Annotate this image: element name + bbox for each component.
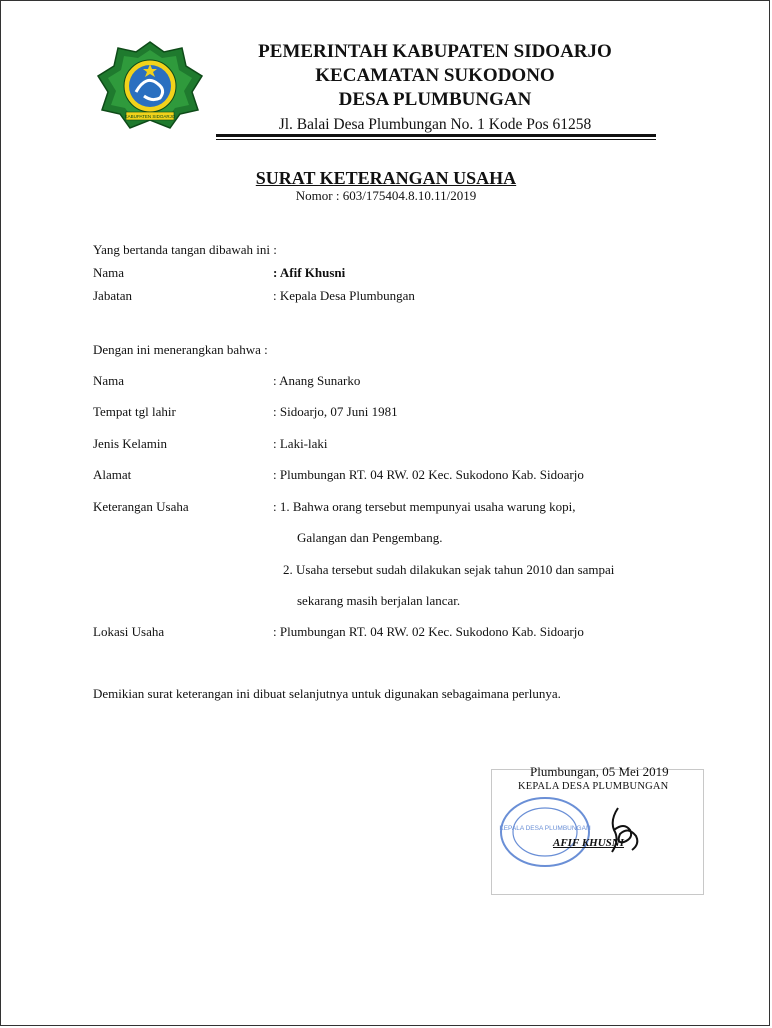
business-location-label: Lokasi Usaha — [93, 624, 165, 639]
business-location-value: : Plumbungan RT. 04 RW. 02 Kec. Sukodono Kab. Sidoarjo — [273, 624, 584, 639]
signatory-intro: Yang bertanda tangan dibawah ini : — [93, 242, 277, 257]
logo-text: KABUPATEN SIDOARJO — [124, 114, 176, 119]
header-village: DESA PLUMBUNGAN — [338, 89, 532, 110]
signature-place-date: Plumbungan, 05 Mei 2019 — [530, 764, 669, 779]
signature-title: KEPALA DESA PLUMBUNGAN — [518, 781, 669, 792]
handwritten-signature-icon — [590, 800, 650, 860]
letterhead-rule-thick — [216, 134, 656, 137]
document-title: SURAT KETERANGAN USAHA — [255, 168, 517, 188]
business-info-line2: Galangan dan Pengembang. — [297, 530, 443, 545]
signatory-name-label: Nama — [93, 265, 125, 280]
business-info-line4: sekarang masih berjalan lancar. — [297, 593, 461, 608]
subject-name-label: Nama — [93, 373, 125, 388]
header-district: KECAMATAN SUKODONO — [315, 65, 555, 86]
subject-gender-value: : Laki-laki — [273, 436, 328, 451]
signatory-position-label: Jabatan — [93, 288, 132, 303]
official-stamp-icon — [497, 792, 597, 872]
subject-name-value: : Anang Sunarko — [273, 373, 361, 388]
subject-birth-label: Tempat tgl lahir — [93, 404, 176, 419]
signatory-position-value: : Kepala Desa Plumbungan — [273, 288, 415, 303]
regency-logo-icon — [96, 40, 204, 130]
closing-statement: Demikian surat keterangan ini dibuat selanjutnya untuk digunakan sebagaimana perlunya. — [93, 686, 561, 701]
subject-address-label: Alamat — [93, 467, 132, 482]
header-government: PEMERINTAH KABUPATEN SIDOARJO — [258, 41, 612, 62]
header-address: Jl. Balai Desa Plumbungan No. 1 Kode Pos 61258 — [278, 116, 592, 133]
subject-address-value: : Plumbungan RT. 04 RW. 02 Kec. Sukodono Kab. Sidoarjo — [273, 467, 584, 482]
subject-intro: Dengan ini menerangkan bahwa : — [93, 342, 268, 357]
subject-birth-value: : Sidoarjo, 07 Juni 1981 — [273, 404, 398, 419]
letterhead-rule-thin — [216, 139, 656, 140]
business-info-label: Keterangan Usaha — [93, 499, 189, 514]
signatory-name-value: : Afif Khusni — [273, 265, 346, 280]
business-info-line1: : 1. Bahwa orang tersebut mempunyai usaha warung kopi, — [273, 499, 576, 514]
subject-gender-label: Jenis Kelamin — [93, 436, 168, 451]
letterhead — [210, 40, 660, 136]
document-number: Nomor : 603/175404.8.10.11/2019 — [295, 188, 477, 203]
signature-name: AFIF KHUSNI — [553, 837, 625, 849]
business-info-line3: 2. Usaha tersebut sudah dilakukan sejak tahun 2010 dan sampai — [283, 562, 615, 577]
stamp-text: KEPALA DESA PLUMBUNGAN — [499, 825, 591, 832]
